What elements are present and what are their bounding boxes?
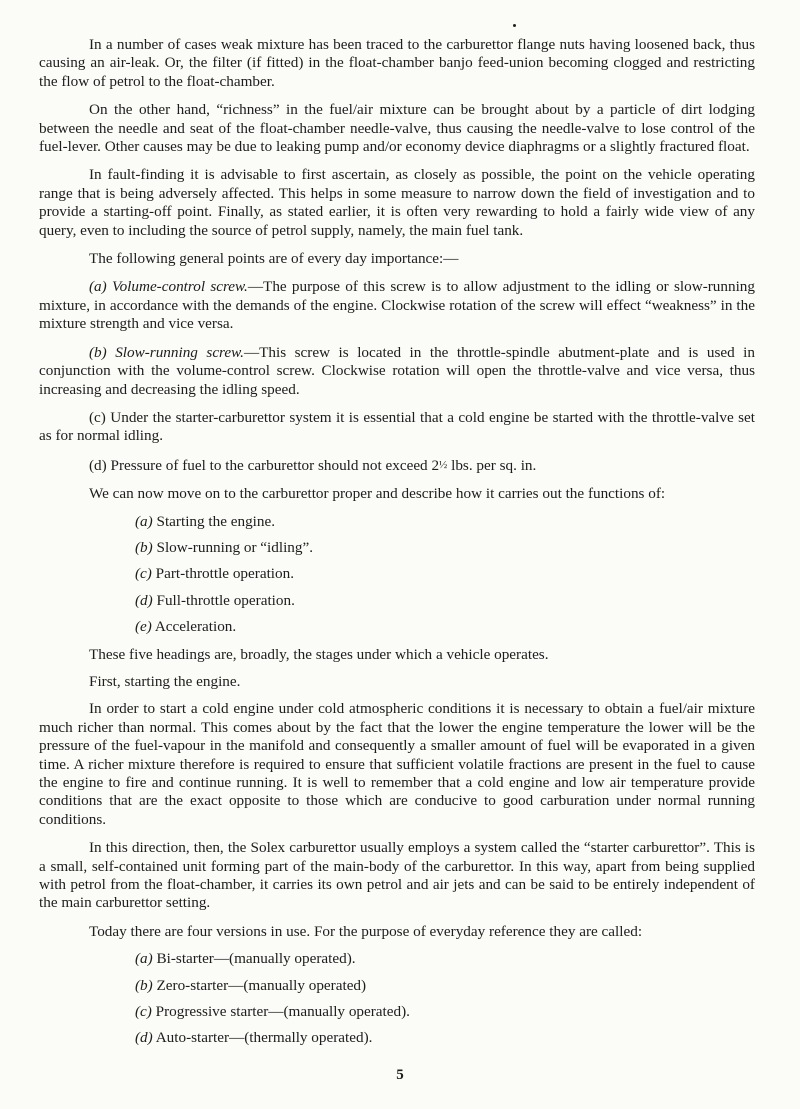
paragraph-functions-intro: We can now move on to the carburettor proper and describe how it carries out the functions of: [89,485,666,503]
fuel-pressure-unit: lbs. per sq. in. [447,456,537,474]
fuel-pressure-text: (d) Pressure of fuel to the carburettor should not exceed 2 [89,456,440,474]
volume-control-text: —The purpose of this screw is to allow adjustment to the idling or slow-running mixture, in accordance with the demands of the engine. Clockwise rotation of the screw will effect “weakness” in the mixture strength and vice versa. [39,278,755,333]
fuel-pressure-fraction: ½ [439,458,448,471]
list-item: (b) Slow-running or “idling”. [135,538,314,556]
paragraph-four-versions: Today there are four versions in use. For the purpose of everyday reference they are called: [89,922,643,940]
list-item: (c) Part-throttle operation. [135,565,294,583]
list-item: (e) Acceleration. [135,618,237,636]
list-item: (d) Full-throttle operation. [135,591,295,609]
list-item: (c) Progressive starter—(manually operated). [135,1003,410,1021]
page-number: 5 [396,1067,404,1083]
paragraph-fault-finding: In fault-finding it is advisable to first ascertain, as closely as possible, the point on the vehicle operating range that is being adversely affected. This helps in some measure to narrow down the field of investigation and to provide a starting-off point. Finally, as stated earlier, it is often very rewarding to hold a fairly wide view of any query, even to including the source of petrol supply, namely, the main fuel tank. [39,166,755,239]
versions-list [39,950,755,1048]
list-item: (a) Starting the engine. [135,512,276,530]
paragraph-first-starting: First, starting the engine. [89,672,241,690]
functions-list [39,513,755,637]
list-item: (d) Auto-starter—(thermally operated). [135,1029,373,1047]
slow-running-label: (b) Slow-running screw. [89,343,244,361]
paragraph-general-points: The following general points are of every day importance:— [89,250,459,268]
volume-control-label: (a) Volume-control screw. [89,278,248,296]
body-text [39,36,755,1048]
paragraph-weak-mixture: In a number of cases weak mixture has been traced to the carburettor flange nuts having loosened back, thus causing an air-leak. Or, the filter (if fitted) in the float-chamber banjo feed-union becoming clogged and restricting the flow of petrol to the float-chamber. [39,36,755,90]
paragraph-fuel-pressure [39,456,755,475]
paragraph-five-headings: These five headings are, broadly, the stages under which a vehicle operates. [89,645,549,663]
print-speck [513,24,516,27]
paragraph-starter-system: (c) Under the starter-carburettor system it is essential that a cold engine be started with the throttle-valve set as for normal idling. [39,408,755,445]
slow-running-text: —This screw is located in the throttle-spindle abutment-plate and is used in conjunction with the volume-control screw. Clockwise rotation will open the throttle-valve and vice versa, thus increasing and decreasing the idling speed. [39,343,755,398]
paragraph-starter-carburettor: In this direction, then, the Solex carburettor usually employs a system called the “starter carburettor”. This is a small, self-contained unit forming part of the main-body of the carburettor. In this way, apart from being supplied with petrol from the float-chamber, it carries its own petrol and air jets and can be said to be entirely independent of the main carburettor setting. [39,839,755,912]
paragraph-slow-running [39,344,755,399]
paragraph-volume-control [39,278,755,333]
paragraph-richness: On the other hand, “richness” in the fuel/air mixture can be brought about by a particle of dirt lodging between the needle and seat of the float-chamber needle-valve, thus causing the needle-valve to lose control of the fuel-lever. Other causes may be due to leaking pump and/or economy device diaphragms or a slightly fractured float. [39,101,755,156]
list-item: (a) Bi-starter—(manually operated). [135,950,356,968]
list-item: (b) Zero-starter—(manually operated) [135,976,367,994]
paragraph-cold-engine: In order to start a cold engine under cold atmospheric conditions it is necessary to obtain a fuel/air mixture much richer than normal. This comes about by the fact that the lower the engine temperature the lower will be the pressure of the fuel-vapour in the manifold and consequently a smaller amount of fuel will be evaporated in a given time. A richer mixture therefore is required to ensure that sufficient volatile fractions are present in the fuel to cause the engine to fire and continue running. It is well to remember that a cold engine and low air temperature provide conditions that are the exact opposite to those which are conducive to good carburation under normal running conditions. [39,700,755,828]
